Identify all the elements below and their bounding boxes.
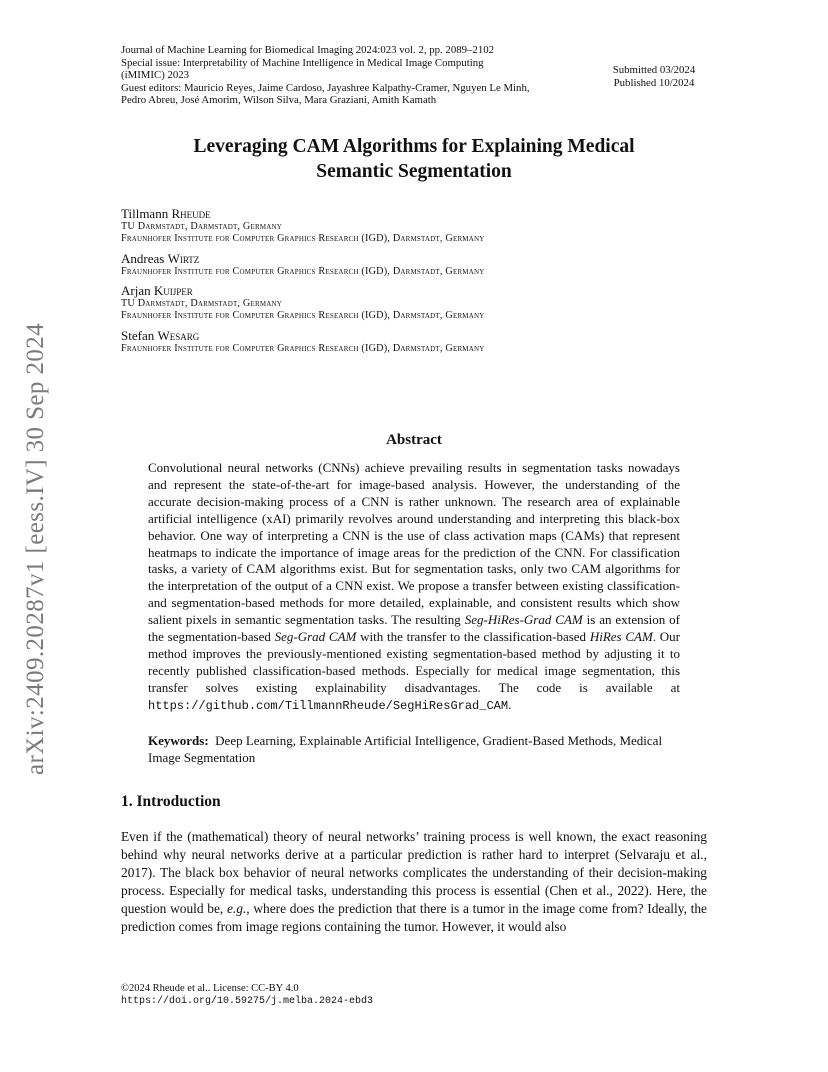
journal-line: Guest editors: Mauricio Reyes, Jaime Cardoso, Jayashree Kalpathy-Cramer, Nguyen Le Minh, <box>121 81 530 94</box>
arxiv-stamp: arXiv:2409.20287v1 [eess.IV] 30 Sep 2024 <box>22 322 49 775</box>
abstract-text: with the transfer to the classification-based <box>356 629 590 645</box>
abstract-body <box>148 460 680 715</box>
method-name: HiRes CAM <box>589 629 653 645</box>
submission-dates <box>600 64 708 90</box>
author-first-name: Andreas <box>121 250 165 266</box>
author-first-name: Arjan <box>121 283 151 299</box>
abstract-text: is an extension of the segmentation-based <box>148 612 681 645</box>
introduction-text <box>121 828 707 936</box>
abstract-heading: Abstract <box>386 432 442 448</box>
author-block <box>121 328 741 355</box>
author-last-name: Wesarg <box>157 327 200 343</box>
author-name <box>121 251 741 266</box>
author-affiliation: Fraunhofer Institute for Computer Graphics Research (IGD), Darmstadt, Germany <box>121 232 485 244</box>
license-text: ©2024 Rheude et al.. License: CC-BY 4.0 <box>121 983 299 994</box>
method-name: Seg-Grad CAM <box>274 629 357 645</box>
intro-text: Even if the (mathematical) theory of neural networks’ training process is well known, the exact reasoning behind why neural networks derive at a particular prediction is rather hard to interpret (Selvaraju et al., 2017). The black box behavior of neural networks complicates the understanding of their decision-making process. Especially for medical tasks, understanding this process is essential (Chen et al., 2022). Here, the question would be, <box>121 829 707 916</box>
intro-text: , where does the prediction that there is a tumor in the image come from? Ideally, the prediction comes from image regions containing the tumor. However, it would also <box>121 901 707 934</box>
abstract-text: . <box>508 696 512 712</box>
journal-line: (iMIMIC) 2023 <box>121 69 190 82</box>
keywords-text: Deep Learning, Explainable Artificial Intelligence, Gradient-Based Methods, Medical Image Segmentation <box>148 733 663 765</box>
published-date: Published 10/2024 <box>613 77 695 89</box>
intro-emphasis: e.g. <box>226 901 247 916</box>
author-name <box>121 328 741 343</box>
title-line: Semantic Segmentation <box>316 161 512 182</box>
submitted-date: Submitted 03/2024 <box>612 64 696 76</box>
journal-line: Special issue: Interpretability of Machine Intelligence in Medical Image Computing <box>121 56 484 69</box>
author-block <box>121 206 741 245</box>
page-footer <box>121 983 373 1008</box>
section-heading: 1. Introduction <box>121 793 221 810</box>
abstract-text: Convolutional neural networks (CNNs) achieve prevailing results in segmentation tasks nowadays and represent the state-of-the-art for image-based analysis. However, the understanding of the accurate decision-making process of a CNN is rather unknown. The research area of explainable artificial intelligence (xAI) primarily revolves around understanding and interpreting this black-box behavior. One way of interpreting a CNN is the use of class activation maps (CAMs) that represent heatmaps to indicate the importance of image areas for the prediction of the CNN. For classification tasks, a variety of CAM algorithms exist. But for segmentation tasks, only two CAM algorithms for the interpretation of the output of a CNN exist. We propose a transfer between existing classification- and segmentation-based methods for more detailed, explainable, and consistent results which show salient pixels in semantic segmentation tasks. The resulting <box>148 460 680 628</box>
paper-title <box>100 134 728 184</box>
author-last-name: Kuijper <box>153 283 193 299</box>
author-affiliation: Fraunhofer Institute for Computer Graphics Research (IGD), Darmstadt, Germany <box>121 265 485 277</box>
title-line: Leveraging CAM Algorithms for Explaining Medical <box>193 136 635 157</box>
author-block <box>121 283 741 322</box>
doi-link[interactable]: https://doi.org/10.59275/j.melba.2024-ebd3 <box>121 995 374 1007</box>
author-first-name: Tillmann <box>121 206 169 221</box>
method-name: Seg-HiRes-Grad CAM <box>464 612 583 628</box>
author-name <box>121 206 741 221</box>
code-link[interactable]: https://github.com/TillmannRheude/SegHiResGrad_CAM <box>148 698 509 713</box>
author-affiliation: TU Darmstadt, Darmstadt, Germany <box>121 298 283 310</box>
journal-info <box>121 44 601 107</box>
author-first-name: Stefan <box>121 327 155 343</box>
author-block <box>121 251 741 278</box>
author-list <box>121 206 741 361</box>
author-affiliation: Fraunhofer Institute for Computer Graphics Research (IGD), Darmstadt, Germany <box>121 342 485 354</box>
journal-line: Journal of Machine Learning for Biomedical Imaging 2024:023 vol. 2, pp. 2089–2102 <box>121 44 495 56</box>
author-last-name: Wirtz <box>167 250 200 266</box>
author-affiliation: Fraunhofer Institute for Computer Graphics Research (IGD), Darmstadt, Germany <box>121 310 485 322</box>
abstract-text: . Our method improves the previously-mentioned existing segmentation-based method by adjusting it to recently published classification-based methods. Especially for medical image segmentation, this transfer solves existing explainability disadvantages. The code is available at <box>148 629 680 695</box>
author-affiliation: TU Darmstadt, Darmstadt, Germany <box>121 221 283 232</box>
journal-line: Pedro Abreu, José Amorim, Wilson Silva, Mara Graziani, Amith Kamath <box>121 94 437 107</box>
author-name <box>121 283 741 298</box>
keywords-label: Keywords: <box>148 733 209 748</box>
author-last-name: Rheude <box>171 206 211 221</box>
keywords <box>148 733 688 766</box>
